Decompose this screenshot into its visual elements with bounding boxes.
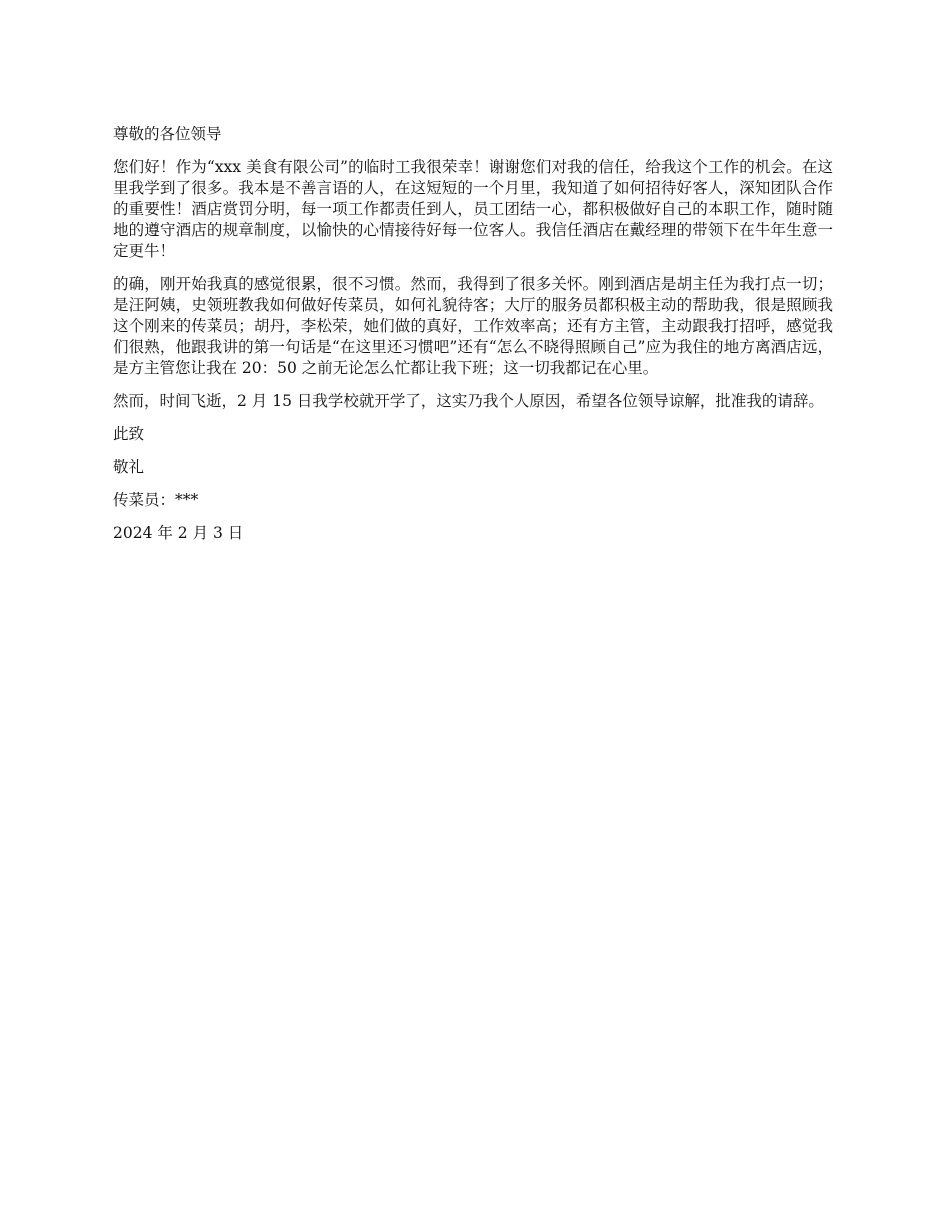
salutation: 尊敬的各位领导	[113, 125, 222, 143]
date: 2024 年 2 月 3 日	[113, 524, 244, 542]
closing-jingli: 敬礼	[113, 458, 145, 476]
paragraph-gratitude: 您们好！作为“xxx 美食有限公司”的临时工我很荣幸！谢谢您们对我的信任，给我这个工作的机会。在这里我学到了很多。我本是不善言语的人，在这短短的一个月里，我知道了如何招待好客人，深知团队合作的重要性！酒店赏罚分明，每一项工作都责任到人，员工团结一心，都积极做好自己的本职工作，随时随地的遵守酒店的规章制度，以愉快的心情接待好每一位客人。我信任酒店在戴经理的带领下在牛年生意一定更牛！	[113, 158, 833, 260]
signature: 传菜员：***	[113, 491, 199, 509]
paragraph-experience: 的确，刚开始我真的感觉很累，很不习惯。然而，我得到了很多关怀。刚到酒店是胡主任为我打点一切；是汪阿姨，史领班教我如何做好传菜员，如何礼貌待客；大厅的服务员都积极主动的帮助我，很是照顾我这个刚来的传菜员；胡丹，李松荣，她们做的真好，工作效率高；还有方主管，主动跟我打招呼，感觉我们很熟，他跟我讲的第一句话是“在这里还习惯吧”还有“怎么不晓得照顾自己”应为我住的地方离酒店远，是方主管您让我在 20：50 之前无论怎么忙都让我下班；这一切我都记在心里。	[113, 275, 833, 377]
paragraph-resignation: 然而，时间飞逝，2 月 15 日我学校就开学了，这实乃我个人原因，希望各位领导谅解，批准我的请辞。	[113, 392, 824, 410]
closing-cizhi: 此致	[113, 425, 145, 443]
letter-body	[113, 124, 833, 556]
